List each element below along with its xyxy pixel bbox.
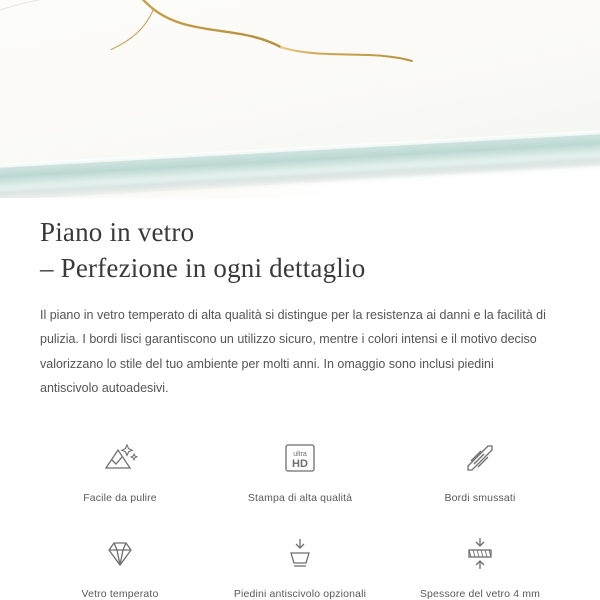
feature-label: Stampa di alta qualità bbox=[247, 492, 353, 505]
feature-item-easy-clean bbox=[30, 434, 210, 504]
feature-label: Facile da pulire bbox=[83, 492, 157, 505]
svg-text:ultra: ultra bbox=[293, 451, 307, 459]
feature-item-tempered-glass bbox=[30, 530, 210, 600]
feature-label: Piedini antiscivolo opzionali bbox=[233, 588, 367, 600]
page-title bbox=[40, 214, 560, 287]
sparkle-cloth-icon bbox=[96, 434, 144, 482]
text-content bbox=[0, 198, 600, 400]
thickness-arrows-icon bbox=[456, 530, 504, 578]
anti-slip-feet-icon bbox=[276, 530, 324, 578]
hero-image bbox=[0, 0, 600, 198]
feature-label: Spessore del vetro 4 mm bbox=[419, 588, 541, 600]
description-paragraph: Il piano in vetro temperato di alta qualità si distingue per la resistenza ai danni e la facilità di pulizia. I bordi lisci garantiscono un utilizzo sicuro, mentre i colori intensi e il motivo deciso valorizzano lo stile del tuo ambiente per molti anni. In omaggio sono inclusi piedini antiscivolo autoadesivi. bbox=[40, 307, 546, 395]
beveled-edge-icon bbox=[456, 434, 504, 482]
feature-item-print-quality bbox=[210, 434, 390, 504]
diamond-icon bbox=[96, 530, 144, 578]
feature-item-anti-slip-feet bbox=[210, 530, 390, 600]
feature-label: Bordi smussati bbox=[444, 492, 516, 505]
svg-text:HD: HD bbox=[292, 458, 308, 471]
headline-line-1: Piano in vetro bbox=[40, 217, 195, 247]
feature-label: Vetro temperato bbox=[81, 588, 159, 600]
feature-item-beveled-edges bbox=[390, 434, 570, 504]
ultra-hd-icon bbox=[276, 434, 324, 482]
feature-item-glass-thickness bbox=[390, 530, 570, 600]
headline-line-2: – Perfezione in ogni dettaglio bbox=[40, 253, 366, 284]
feature-grid bbox=[0, 434, 600, 600]
